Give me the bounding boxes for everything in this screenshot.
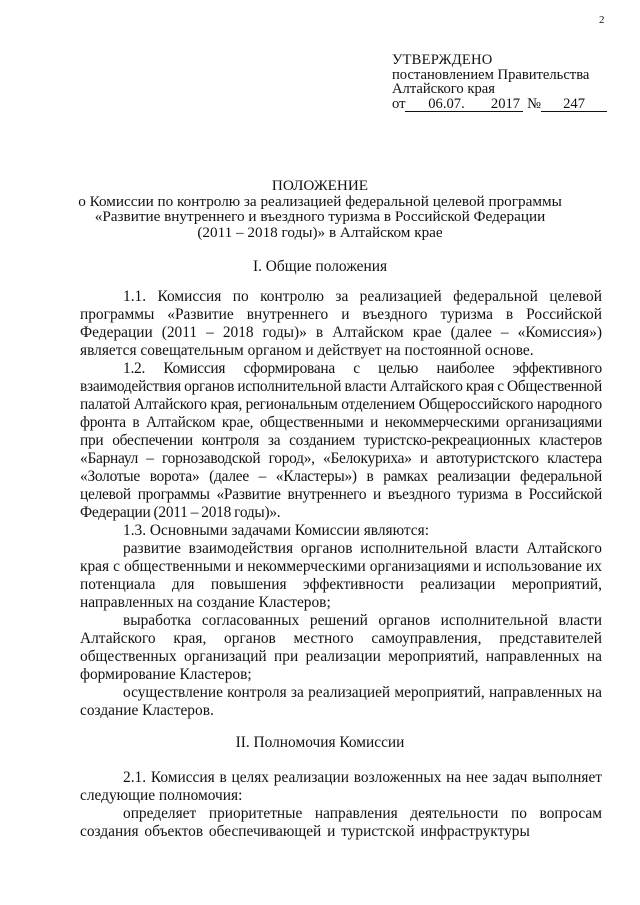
paragraph: определяет приоритетные направления деятельности по вопросам создания объектов обеспечивающей и туристской инфраструктуры xyxy=(80,805,602,840)
approval-line-1: постановлением Правительства xyxy=(392,66,590,83)
paragraph: 1.2. Комиссия сформирована с целью наиболее эффективного взаимодействия органов исполнительной власти Алтайского края с Общественной палатой Алтайского края, региональным отделением Общероссийского народного фронта в Алтайском крае, общественными и некоммерческими организациями при обеспечении контроля за созданием туристско-рекреационных кластеров «Барнаул – горнозаводской город», «Белокуриха» и автотуристского кластера «Золотые ворота» (далее – «Кластеры») в рамках реализации федеральной целевой программы «Развитие внутреннего и въездного туризма в Российской Федерации (2011 – 2018 годы)». xyxy=(80,360,602,521)
approval-from-label: от xyxy=(392,95,406,112)
approval-year: 2017 xyxy=(487,97,523,112)
approval-date: 06.07. xyxy=(405,97,487,112)
document-subtitle-line: «Развитие внутреннего и въездного туризма в Российской Федерации xyxy=(94,208,546,225)
section-1-body xyxy=(80,288,602,720)
document-heading xyxy=(0,178,640,240)
paragraph: осуществление контроля за реализацией мероприятий, направленных на создание Кластеров. xyxy=(80,684,602,719)
approval-line-2: Алтайского края xyxy=(392,81,495,97)
approval-date-line xyxy=(392,97,607,112)
document-subtitle-line: (2011 – 2018 годы)» в Алтайском крае xyxy=(197,223,443,241)
approval-stamp xyxy=(392,53,607,112)
document-title: ПОЛОЖЕНИЕ xyxy=(271,177,369,194)
paragraph: развитие взаимодействия органов исполнительной власти Алтайского края с общественными и некоммерческими организациями и использование их потенциала для повышения эффективности реализации мероприятий, направленных на создание Кластеров; xyxy=(80,540,602,611)
document-subtitle-line: о Комиссии по контролю за реализацией федеральной целевой программы xyxy=(78,192,562,210)
section-heading-2: II. Полномочия Комиссии xyxy=(235,734,405,751)
paragraph: 2.1. Комиссия в целях реализации возложенных на нее задач выполняет следующие полномочия: xyxy=(80,769,602,804)
paragraph: выработка согласованных решений органов исполнительной власти Алтайского края, органов местного самоуправления, представителей общественных организаций при реализации мероприятий, направленных на формирование Кластеров; xyxy=(80,612,602,683)
paragraph: 1.1. Комиссия по контролю за реализацией федеральной целевой программы «Развитие внутреннего и въездного туризма в Российской Федерации (2011 – 2018 годы)» в Алтайском крае (далее – «Комиссия») является совещательным органом и действует на постоянной основе. xyxy=(80,288,602,359)
paragraph: 1.3. Основными задачами Комиссии являются: xyxy=(123,522,429,539)
approval-number: 247 xyxy=(541,97,607,112)
approval-number-label: № xyxy=(527,95,542,112)
page-number: 2 xyxy=(599,14,605,26)
section-2-body xyxy=(80,769,602,841)
approval-title: УТВЕРЖДЕНО xyxy=(392,52,493,68)
section-heading-1: I. Общие положения xyxy=(252,258,388,275)
